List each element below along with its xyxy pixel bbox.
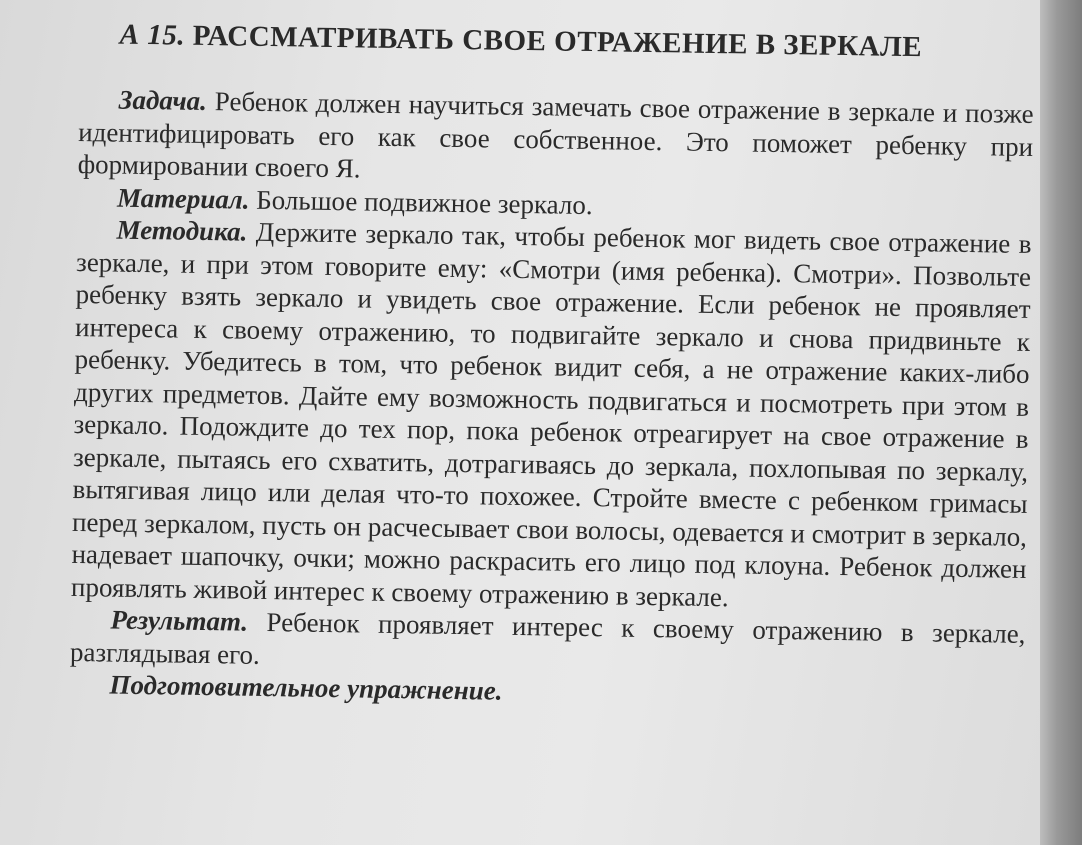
material-text: Большое подвижное зеркало. xyxy=(249,184,593,220)
exercise-heading xyxy=(119,19,1034,66)
exercise-number: А 15. xyxy=(119,18,186,52)
result-text: Ребенок проявляет интерес к своему отражению в зеркале, разглядывая его. xyxy=(69,606,1026,670)
page-edge-shadow xyxy=(1040,0,1082,845)
task-label: Задача. xyxy=(118,84,208,117)
task-text: Ребенок должен научиться замечать свое отражение в зеркале и позже идентифицировать его как свое собственное. Это поможет ребенку при формировании своего Я. xyxy=(77,86,1034,184)
material-label: Материал. xyxy=(116,182,250,215)
method-label: Методика. xyxy=(116,214,248,247)
task-paragraph xyxy=(77,83,1033,195)
result-label: Результат. xyxy=(110,604,249,637)
exercise-title: РАССМАТРИВАТЬ СВОЕ ОТРАЖЕНИЕ В ЗЕРКАЛЕ xyxy=(192,19,923,64)
method-paragraph xyxy=(71,213,1032,618)
next-label: Подготовительное упражнение. xyxy=(109,669,503,706)
method-text: Держите зеркало так, чтобы ребенок мог видеть свое отражение в зеркале, и при этом говорите ему: «Смотри (имя ребенка). Смотри». Позвольте ребенку взять зеркало и увидеть свое отражение. Если ребенок не проявляет интереса к своему отражению, то подвигайте зеркало и снова придвиньте к ребенку. Убедитесь в том, что ребенок видит себя, а не отражение каких-либо других предметов. Дайте ему возможность подвигаться и посмотреть при этом в зеркало. Подождите до тех пор, пока ребенок отреагирует на свое отражение в зеркале, пытаясь его схватить, дотрагиваясь до зеркала, похлопывая по зеркалу, вытягивая лицо или делая что-то похожее. Стройте вместе с ребенком гримасы перед зеркалом, пусть он расчесывает свои волосы, одевается и смотрит в зеркало, надевает шапочку, очки; можно раскрасить его лицо под клоуна. Ребенок должен проявлять живой интерес к своему отражению в зеркале. xyxy=(70,216,1032,612)
page-content xyxy=(69,18,1035,715)
